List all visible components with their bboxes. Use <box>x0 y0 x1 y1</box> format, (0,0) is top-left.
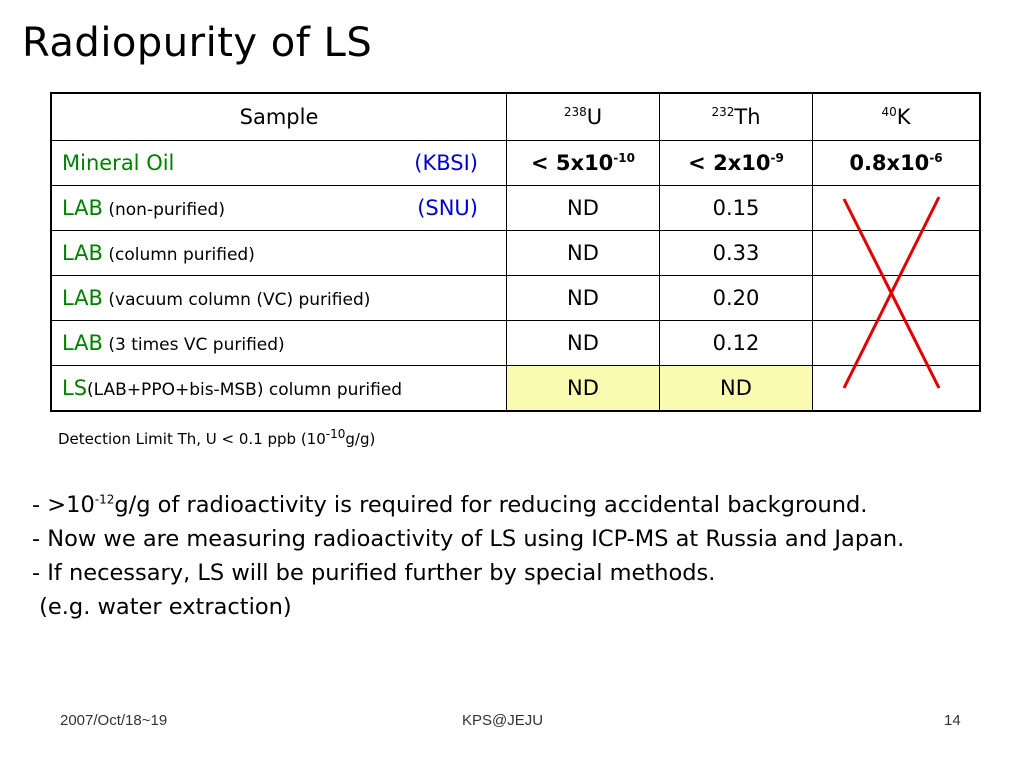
u-value: ND <box>507 321 660 366</box>
sample-detail: (column purified) <box>102 245 255 265</box>
bullet-item: (e.g. water extraction) <box>32 594 292 620</box>
header-th232: $^{232}$Th <box>660 93 813 141</box>
lab-label: (KBSI) <box>414 151 478 175</box>
u-value-highlighted: ND <box>507 366 660 412</box>
th-value-highlighted: ND <box>660 366 813 412</box>
footer-page-number: 14 <box>944 712 961 729</box>
k-value <box>813 186 981 231</box>
sample-name: LAB <box>62 331 103 355</box>
footer-venue: KPS@JEJU <box>462 712 544 729</box>
sample-name: LAB <box>62 286 103 310</box>
k-value: $0.8x10^{-6}$ <box>813 141 981 186</box>
sample-detail: (vacuum column (VC) purified) <box>102 290 371 310</box>
sample-name: LS <box>62 376 88 400</box>
sample-detail: (LAB+PPO+bis-MSB) column purified <box>87 380 403 400</box>
table-header-row <box>51 93 980 141</box>
header-k40: $^{40}$K <box>813 93 981 141</box>
table-row <box>51 366 980 412</box>
radiopurity-table <box>50 92 981 412</box>
table-row <box>51 231 980 276</box>
u-value: ND <box>507 231 660 276</box>
sample-detail: (non-purified) <box>102 200 225 220</box>
sample-cell <box>51 231 507 276</box>
sample-detail: (3 times VC purified) <box>102 335 285 355</box>
u-value: < $5x10^{-10}$ <box>507 141 660 186</box>
u-value: ND <box>507 276 660 321</box>
k-value <box>813 366 981 412</box>
table-row <box>51 321 980 366</box>
table-row <box>51 186 980 231</box>
sample-name: Mineral Oil <box>62 151 175 175</box>
bullet-list <box>32 488 1002 624</box>
sample-cell <box>51 141 507 186</box>
k-value <box>813 231 981 276</box>
lab-label: (SNU) <box>417 196 478 220</box>
slide-title: Radiopurity of LS <box>22 20 373 66</box>
sample-cell <box>51 321 507 366</box>
bullet-item: - If necessary, LS will be purified further by special methods. <box>32 560 716 586</box>
th-value: 0.12 <box>660 321 813 366</box>
header-u238: $^{238}$U <box>507 93 660 141</box>
table-row <box>51 141 980 186</box>
k-value <box>813 276 981 321</box>
th-value: 0.20 <box>660 276 813 321</box>
k-value <box>813 321 981 366</box>
sample-cell <box>51 276 507 321</box>
bullet-item: - Now we are measuring radioactivity of LS using ICP-MS at Russia and Japan. <box>32 526 905 552</box>
u-value: ND <box>507 186 660 231</box>
footer-date: 2007/Oct/18~19 <box>60 712 168 729</box>
header-sample: Sample <box>51 93 507 141</box>
sample-name: LAB <box>62 196 103 220</box>
th-value: 0.15 <box>660 186 813 231</box>
sample-cell <box>51 186 507 231</box>
bullet-item: - $>10^{-12}g/g$ of radioactivity is required for reducing accidental background. <box>32 492 868 518</box>
th-value: 0.33 <box>660 231 813 276</box>
table-row <box>51 276 980 321</box>
detection-limit-note: Detection Limit Th, U < 0.1 ppb $(10^{-10}g/g)$ <box>58 427 376 448</box>
th-value: < $2x10^{-9}$ <box>660 141 813 186</box>
sample-name: LAB <box>62 241 103 265</box>
sample-cell <box>51 366 507 412</box>
